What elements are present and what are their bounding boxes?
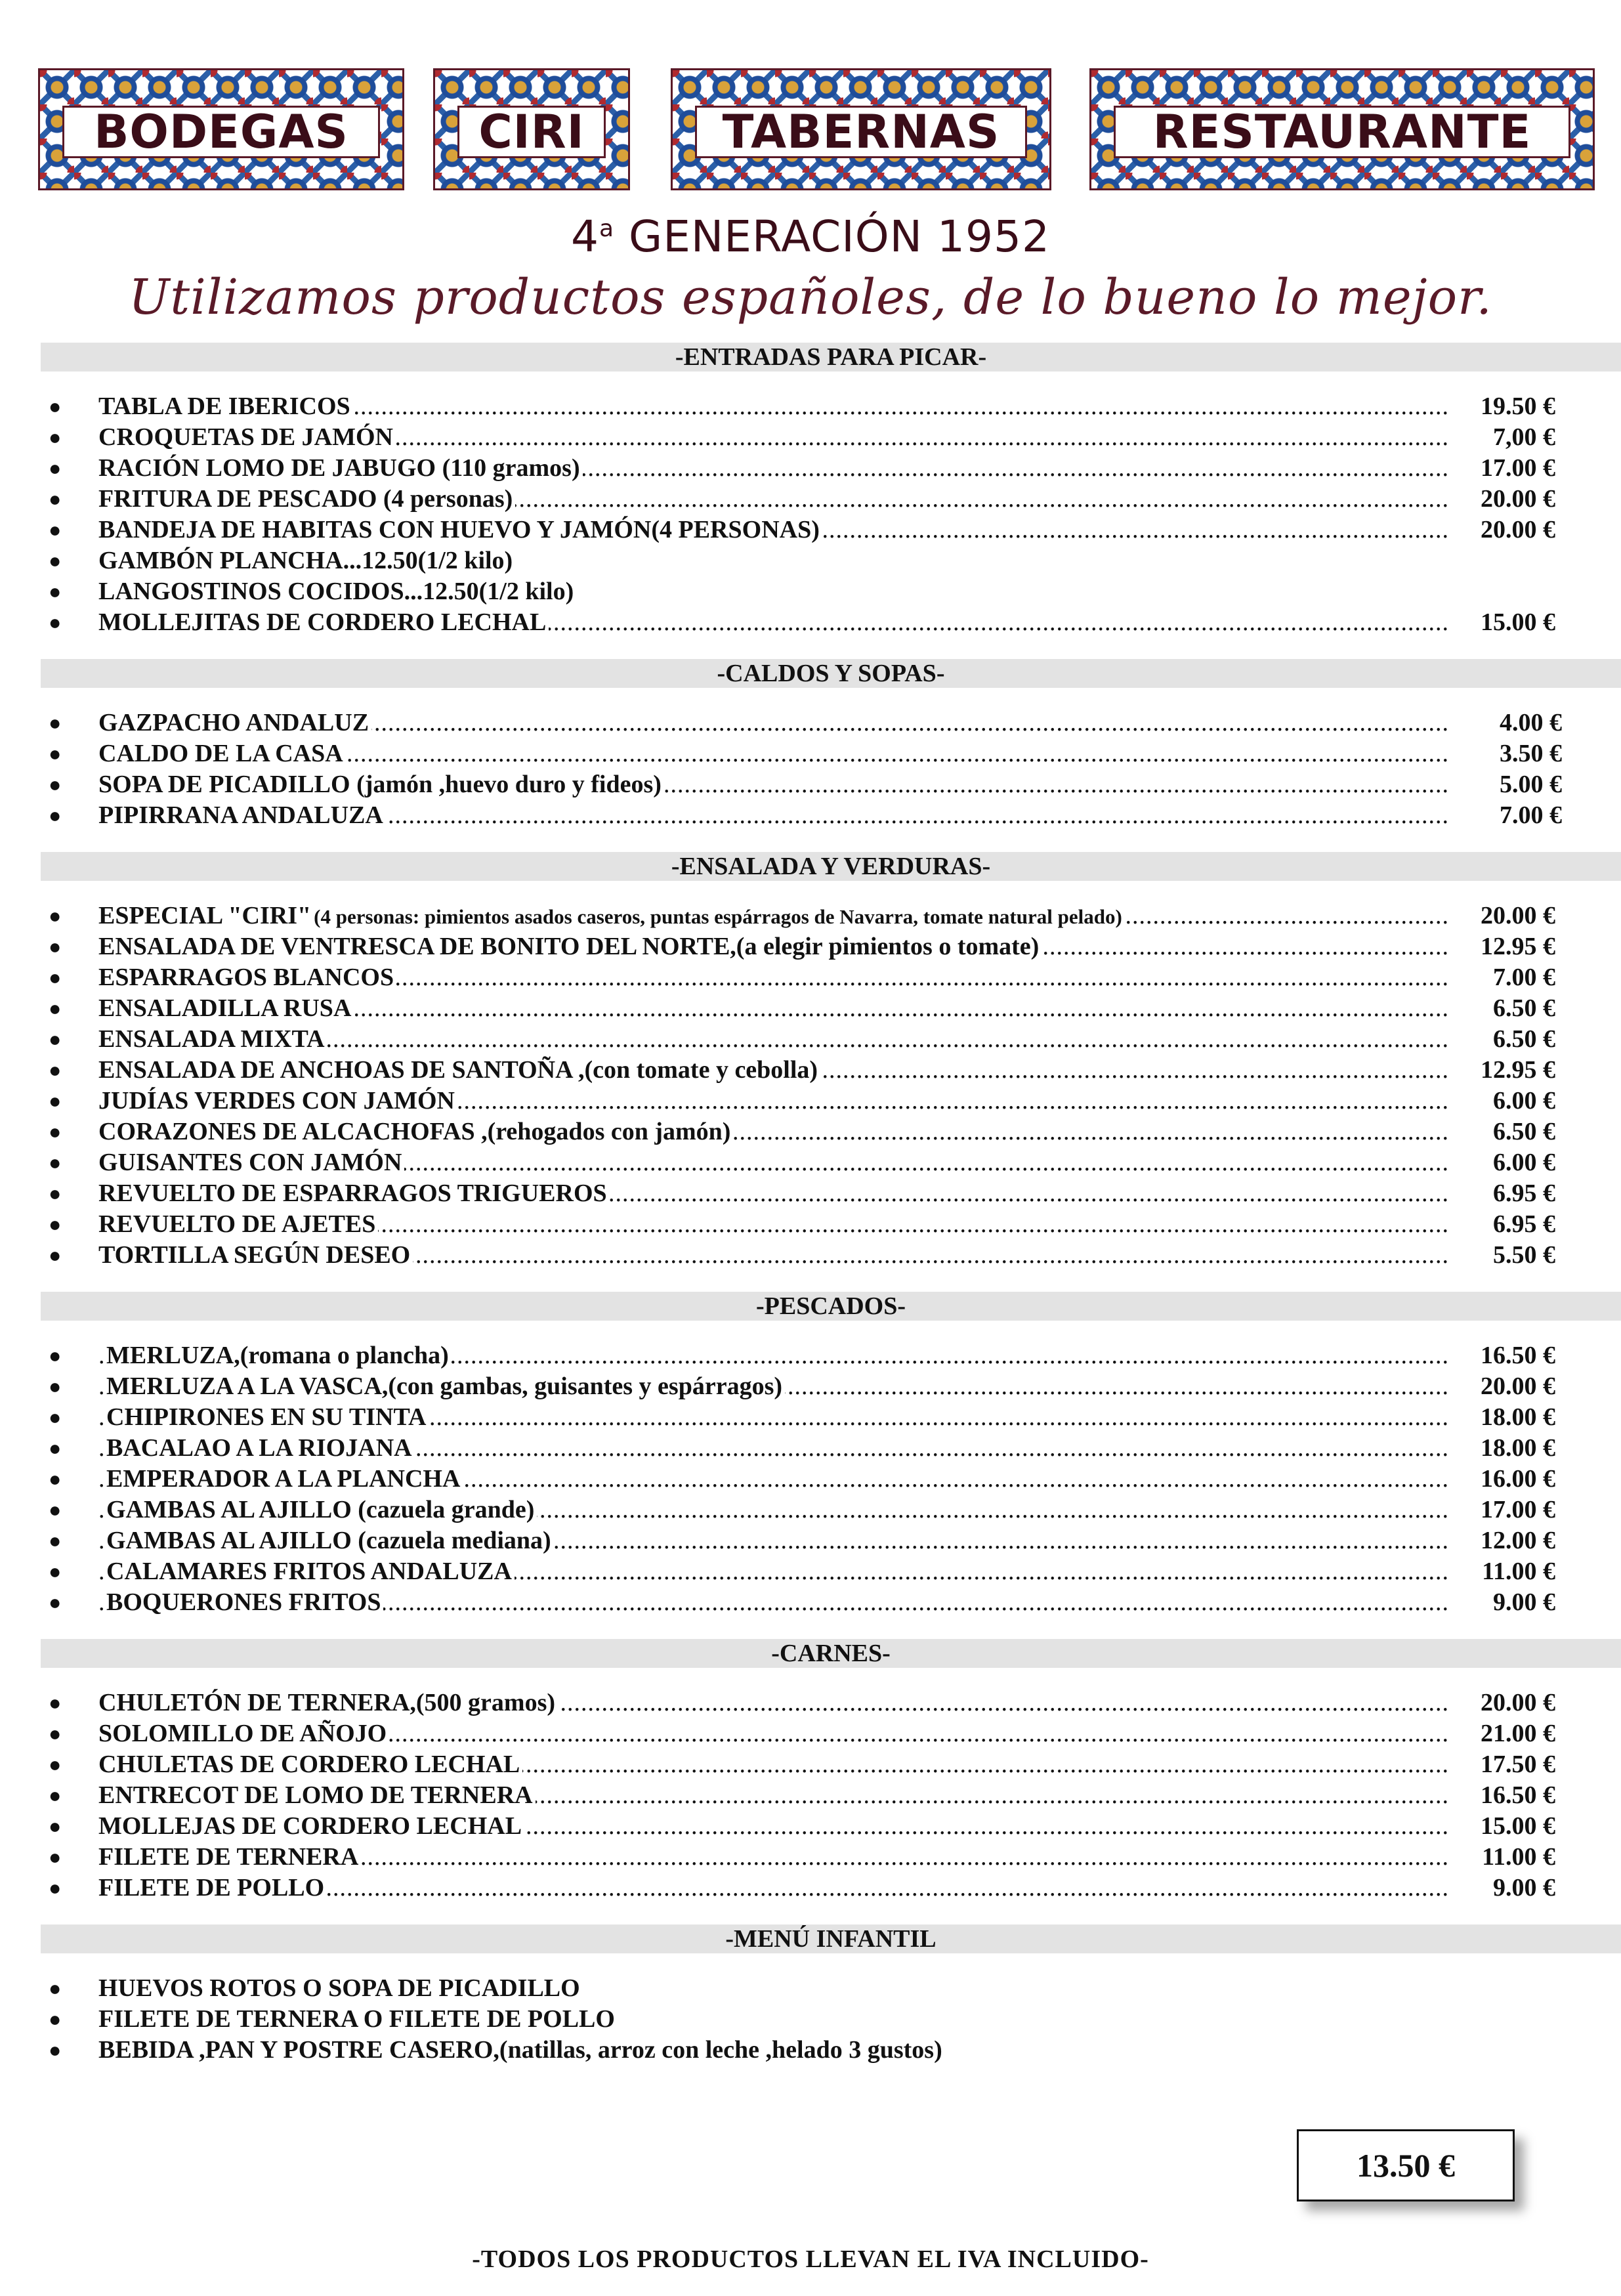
item-name-wrap — [98, 1240, 1621, 1271]
item-name: ENSALADILLA RUSA — [98, 994, 354, 1022]
menu-item — [41, 1811, 1621, 1842]
item-name-wrap — [98, 391, 1621, 422]
item-name: ESPARRAGOS BLANCOS — [98, 964, 396, 991]
item-price: 11.00 € — [1478, 1556, 1555, 1587]
menu-item — [41, 1147, 1621, 1178]
item-name-wrap — [98, 1178, 1621, 1209]
bullet-icon: ● — [49, 1058, 62, 1082]
bullet-icon: ● — [49, 1590, 62, 1614]
menu-item — [41, 1433, 1621, 1464]
menu-item — [41, 576, 1621, 607]
item-name: CALAMARES FRITOS ANDALUZA — [106, 1558, 515, 1585]
menu-item — [41, 2035, 1621, 2066]
item-name: SOPA DE PICADILLO (jamón ,huevo duro y fideos) — [98, 771, 664, 798]
item-name: ENSALADA MIXTA — [98, 1025, 327, 1053]
menu-item — [41, 1842, 1621, 1873]
bullet-icon: ● — [49, 518, 62, 542]
item-price: 17.00 € — [1477, 453, 1555, 484]
menu-item — [41, 1556, 1621, 1587]
item-price: 18.00 € — [1477, 1433, 1555, 1464]
item-name-wrap — [98, 1780, 1621, 1811]
bullet-icon: ● — [49, 1529, 62, 1552]
menu-item — [41, 1178, 1621, 1209]
item-price: 6.50 € — [1489, 1024, 1555, 1055]
bullet-icon: ● — [49, 904, 62, 927]
bullet-icon: ● — [49, 1783, 62, 1807]
item-price: 17.00 € — [1477, 1495, 1555, 1525]
item-name: TABLA DE IBERICOS — [98, 393, 353, 420]
item-name: LANGOSTINOS COCIDOS...12.50(1/2 kilo) — [98, 578, 576, 605]
menu-item — [41, 1086, 1621, 1116]
item-name: MOLLEJAS DE CORDERO LECHAL — [98, 1812, 524, 1840]
item-name: MOLLEJITAS DE CORDERO LECHAL — [98, 608, 549, 636]
item-price: 12.95 € — [1477, 1055, 1555, 1086]
bullet-icon: ● — [49, 1722, 62, 1745]
item-name: JUDÍAS VERDES CON JAMÓN — [98, 1087, 457, 1115]
item-name: GAMBAS AL AJILLO (cazuela mediana) — [106, 1527, 554, 1554]
footer-note: -TODOS LOS PRODUCTOS LLEVAN EL IVA INCLUIDO- — [472, 2245, 1149, 2273]
item-price: 6.00 € — [1489, 1086, 1555, 1116]
item-name-wrap — [98, 1147, 1621, 1178]
bullet-icon: ● — [49, 456, 62, 480]
item-name-wrap — [98, 1811, 1621, 1842]
item-name: CHULETAS DE CORDERO LECHAL — [98, 1751, 522, 1778]
bullet-icon: ● — [49, 1212, 62, 1236]
menu-item — [41, 1973, 1621, 2004]
item-name-wrap — [98, 1718, 1621, 1749]
bullet-icon: ● — [49, 1120, 62, 1143]
item-name-wrap — [98, 738, 1621, 769]
menu-item — [41, 1340, 1621, 1371]
item-price: 6.95 € — [1489, 1178, 1555, 1209]
item-name-wrap — [98, 1116, 1621, 1147]
menu-item — [41, 1209, 1621, 1240]
section-items — [41, 1321, 1621, 1639]
item-name-wrap — [98, 708, 1621, 738]
item-name-wrap — [106, 1464, 1621, 1495]
menu-item — [41, 1402, 1621, 1433]
section-heading-pescados: -PESCADOS- — [41, 1292, 1621, 1321]
item-name: FILETE DE TERNERA — [98, 1843, 361, 1871]
item-name: BOQUERONES FRITOS — [106, 1588, 383, 1616]
item-name: ENSALADA DE VENTRESCA DE BONITO DEL NORTE,(a elegir pimientos o tomate) — [98, 933, 1042, 960]
bullet-icon: ● — [49, 2007, 62, 2031]
menu-item — [41, 1055, 1621, 1086]
item-name: EMPERADOR A LA PLANCHA — [106, 1465, 463, 1493]
menu-item — [41, 1240, 1621, 1271]
bullet-icon: ● — [49, 1243, 62, 1267]
item-name: TORTILLA SEGÚN DESEO — [98, 1241, 413, 1269]
bullet-icon: ● — [49, 425, 62, 449]
section-items — [41, 881, 1621, 1292]
logo-tile-tabernas — [671, 68, 1051, 190]
item-price: 20.00 € — [1477, 484, 1555, 515]
menu-item — [41, 901, 1621, 931]
menu-item — [41, 769, 1621, 800]
menu-item — [41, 422, 1621, 453]
bullet-icon: ● — [49, 742, 62, 765]
bullet-icon: ● — [49, 1845, 62, 1869]
item-price: 19.50 € — [1477, 391, 1555, 422]
item-name-wrap — [98, 1024, 1621, 1055]
menu-item — [41, 931, 1621, 962]
item-name: CALDO DE LA CASA — [98, 740, 346, 767]
logo-label: BODEGAS — [62, 106, 380, 158]
menu-item — [41, 1587, 1621, 1618]
item-note: (4 personas: pimientos asados caseros, puntas espárragos de Navarra, tomate natural pelado) — [314, 905, 1125, 928]
item-name-wrap — [98, 931, 1621, 962]
item-name-wrap — [98, 1973, 1621, 2004]
item-name-wrap — [98, 1842, 1621, 1873]
logo-tile-ciri — [433, 68, 630, 190]
section-heading-ensaladas: -ENSALADA Y VERDURAS- — [41, 852, 1621, 881]
item-name-wrap — [98, 901, 1621, 931]
logo-label: CIRI — [457, 106, 606, 158]
menu-item — [41, 2004, 1621, 2035]
item-name-wrap — [98, 1209, 1621, 1240]
menu-item — [41, 391, 1621, 422]
item-price: 18.00 € — [1477, 1402, 1555, 1433]
item-price: 15.00 € — [1477, 607, 1555, 638]
item-name: CROQUETAS DE JAMÓN — [98, 423, 396, 451]
item-name: ESPECIAL "CIRI" — [98, 902, 314, 929]
bullet-icon: ● — [49, 394, 62, 418]
item-name: REVUELTO DE AJETES — [98, 1210, 378, 1238]
item-name: ENSALADA DE ANCHOAS DE SANTOÑA ,(con tomate y cebolla) — [98, 1056, 820, 1084]
menu-item — [41, 515, 1621, 545]
bullet-icon: ● — [49, 773, 62, 796]
section-items — [41, 1953, 1621, 2087]
bullet-icon: ● — [49, 2038, 62, 2062]
item-price: 9.00 € — [1489, 1587, 1555, 1618]
item-name: SOLOMILLO DE AÑOJO — [98, 1720, 389, 1747]
item-name-wrap — [98, 962, 1621, 993]
logo-tile-bodegas — [38, 68, 404, 190]
menu-item — [41, 545, 1621, 576]
item-price: 21.00 € — [1477, 1718, 1555, 1749]
item-name: ENTRECOT DE LOMO DE TERNERA — [98, 1781, 536, 1809]
logo-label: TABERNAS — [695, 106, 1027, 158]
item-price: 7.00 € — [1489, 962, 1555, 993]
item-price: 15.00 € — [1477, 1811, 1555, 1842]
menu-item — [41, 453, 1621, 484]
item-price: 20.00 € — [1477, 901, 1555, 931]
bullet-icon: ● — [49, 1814, 62, 1838]
item-name: MERLUZA A LA VASCA,(con gambas, guisantes y espárragos) — [106, 1372, 785, 1400]
item-name-wrap — [106, 1525, 1621, 1556]
menu-item — [41, 1116, 1621, 1147]
item-price: 11.00 € — [1478, 1842, 1555, 1873]
item-name-wrap — [98, 576, 1621, 607]
item-name: CORAZONES DE ALCACHOFAS ,(rehogados con jamón) — [98, 1118, 733, 1145]
section-items — [41, 688, 1621, 852]
item-name-wrap — [106, 1340, 1621, 1371]
bullet-icon: ● — [49, 1374, 62, 1398]
bullet-icon: ● — [49, 1151, 62, 1174]
item-price: 12.95 € — [1477, 931, 1555, 962]
item-name: RACIÓN LOMO DE JABUGO (110 gramos) — [98, 454, 583, 482]
item-name-wrap — [98, 993, 1621, 1024]
item-name-wrap — [98, 422, 1621, 453]
bullet-icon: ● — [49, 996, 62, 1020]
item-name-wrap — [106, 1587, 1621, 1618]
item-price: 7,00 € — [1489, 422, 1555, 453]
bullet-icon: ● — [49, 1753, 62, 1776]
item-price: 17.50 € — [1477, 1749, 1555, 1780]
menu-item — [41, 1525, 1621, 1556]
item-name: HUEVOS ROTOS O SOPA DE PICADILLO — [98, 1974, 583, 2002]
item-price: 6.50 € — [1489, 993, 1555, 1024]
generation-heading: 4$^a$ GENERACIÓN 1952 — [571, 211, 1050, 262]
section-heading-caldos: -CALDOS Y SOPAS- — [41, 659, 1621, 688]
bullet-icon: ● — [49, 1560, 62, 1583]
item-price: 20.00 € — [1477, 1688, 1555, 1718]
item-name-wrap — [98, 1688, 1621, 1718]
menu-item — [41, 1464, 1621, 1495]
item-name-wrap — [98, 2004, 1621, 2035]
section-heading-infantil: -MENÚ INFANTIL — [41, 1924, 1621, 1953]
item-name: GAMBÓN PLANCHA...12.50(1/2 kilo) — [98, 547, 515, 574]
item-name-wrap — [98, 1086, 1621, 1116]
item-name: FILETE DE POLLO — [98, 1874, 327, 1902]
item-name-wrap — [106, 1371, 1621, 1402]
bullet-icon: ● — [49, 966, 62, 989]
bullet-icon: ● — [49, 1344, 62, 1367]
menu-item — [41, 708, 1621, 738]
bullet-icon: ● — [49, 1691, 62, 1714]
item-name-wrap — [106, 1556, 1621, 1587]
bullet-icon: ● — [49, 1467, 62, 1491]
bullet-icon: ● — [49, 1876, 62, 1900]
item-name-wrap — [106, 1495, 1621, 1525]
bullet-icon: ● — [49, 610, 62, 634]
item-name-wrap — [98, 484, 1621, 515]
bullet-icon: ● — [49, 1498, 62, 1521]
item-name: REVUELTO DE ESPARRAGOS TRIGUEROS — [98, 1180, 610, 1207]
item-name-wrap — [98, 800, 1621, 831]
item-name: PIPIRRANA ANDALUZA — [98, 801, 386, 829]
item-name-wrap — [106, 1433, 1621, 1464]
item-price: 4.00 € — [1496, 708, 1562, 738]
bullet-icon: ● — [49, 935, 62, 958]
item-name-wrap — [106, 1402, 1621, 1433]
item-name-wrap — [98, 453, 1621, 484]
infantil-price-box: 13.50 € — [1297, 2129, 1515, 2201]
item-name: FRITURA DE PESCADO (4 personas) — [98, 485, 515, 513]
item-price: 6.95 € — [1489, 1209, 1555, 1240]
bullet-icon: ● — [49, 580, 62, 603]
section-heading-entradas: -ENTRADAS PARA PICAR- — [41, 343, 1621, 372]
menu-item — [41, 1024, 1621, 1055]
bullet-icon: ● — [49, 711, 62, 734]
item-name: BANDEJA DE HABITAS CON HUEVO Y JAMÓN(4 PERSONAS) — [98, 516, 822, 543]
section-heading-carnes: -CARNES- — [41, 1639, 1621, 1668]
item-price: 6.50 € — [1489, 1116, 1555, 1147]
tagline: Utilizamos productos españoles, de lo bueno lo mejor. — [129, 269, 1492, 326]
menu-item — [41, 962, 1621, 993]
bullet-icon: ● — [49, 487, 62, 511]
item-name: MERLUZA,(romana o plancha) — [106, 1342, 452, 1369]
section-items — [41, 372, 1621, 659]
item-name: GUISANTES CON JAMÓN — [98, 1149, 404, 1176]
menu-item — [41, 607, 1621, 638]
logo-label: RESTAURANTE — [1114, 106, 1570, 158]
bullet-icon: ● — [49, 549, 62, 572]
logo-tile-restaurante — [1089, 68, 1595, 190]
bullet-icon: ● — [49, 1976, 62, 2000]
bullet-icon: ● — [49, 1089, 62, 1113]
item-name: CHULETÓN DE TERNERA,(500 gramos) — [98, 1689, 558, 1716]
item-price: 20.00 € — [1477, 1371, 1555, 1402]
menu-item — [41, 738, 1621, 769]
bullet-icon: ● — [49, 1027, 62, 1051]
item-name-wrap — [98, 607, 1621, 638]
item-price: 5.50 € — [1489, 1240, 1555, 1271]
section-items — [41, 1668, 1621, 1924]
menu-item — [41, 1749, 1621, 1780]
menu-item — [41, 993, 1621, 1024]
item-price: 16.00 € — [1477, 1464, 1555, 1495]
item-name: CHIPIRONES EN SU TINTA — [106, 1403, 429, 1431]
item-name: BEBIDA ,PAN Y POSTRE CASERO,(natillas, arroz con leche ,helado 3 gustos) — [98, 2036, 945, 2064]
item-name-wrap — [98, 1055, 1621, 1086]
item-name: GAZPACHO ANDALUZ — [98, 709, 371, 736]
item-price: 16.50 € — [1477, 1780, 1555, 1811]
item-price: 3.50 € — [1496, 738, 1562, 769]
menu-item — [41, 1688, 1621, 1718]
item-price: 6.00 € — [1489, 1147, 1555, 1178]
item-price: 12.00 € — [1477, 1525, 1555, 1556]
item-price: 7.00 € — [1496, 800, 1562, 831]
menu-item — [41, 1371, 1621, 1402]
menu-item — [41, 1495, 1621, 1525]
menu-body — [41, 343, 1621, 2087]
item-name-wrap — [98, 1749, 1621, 1780]
item-name: FILETE DE TERNERA O FILETE DE POLLO — [98, 2005, 618, 2033]
bullet-icon: ● — [49, 1436, 62, 1460]
item-name-wrap — [98, 2035, 1621, 2066]
item-name: GAMBAS AL AJILLO (cazuela grande) — [106, 1496, 537, 1523]
menu-item — [41, 1718, 1621, 1749]
item-price: 5.00 € — [1496, 769, 1562, 800]
item-price: 9.00 € — [1489, 1873, 1555, 1903]
menu-item — [41, 800, 1621, 831]
item-price: 20.00 € — [1477, 515, 1555, 545]
item-name-wrap — [98, 545, 1621, 576]
menu-item — [41, 484, 1621, 515]
item-name-wrap — [98, 769, 1621, 800]
item-name-wrap — [98, 1873, 1621, 1903]
bullet-icon: ● — [49, 803, 62, 827]
item-name: BACALAO A LA RIOJANA — [106, 1434, 415, 1462]
item-price: 16.50 € — [1477, 1340, 1555, 1371]
item-name-wrap — [98, 515, 1621, 545]
menu-item — [41, 1780, 1621, 1811]
menu-item — [41, 1873, 1621, 1903]
bullet-icon: ● — [49, 1181, 62, 1205]
bullet-icon: ● — [49, 1405, 62, 1429]
